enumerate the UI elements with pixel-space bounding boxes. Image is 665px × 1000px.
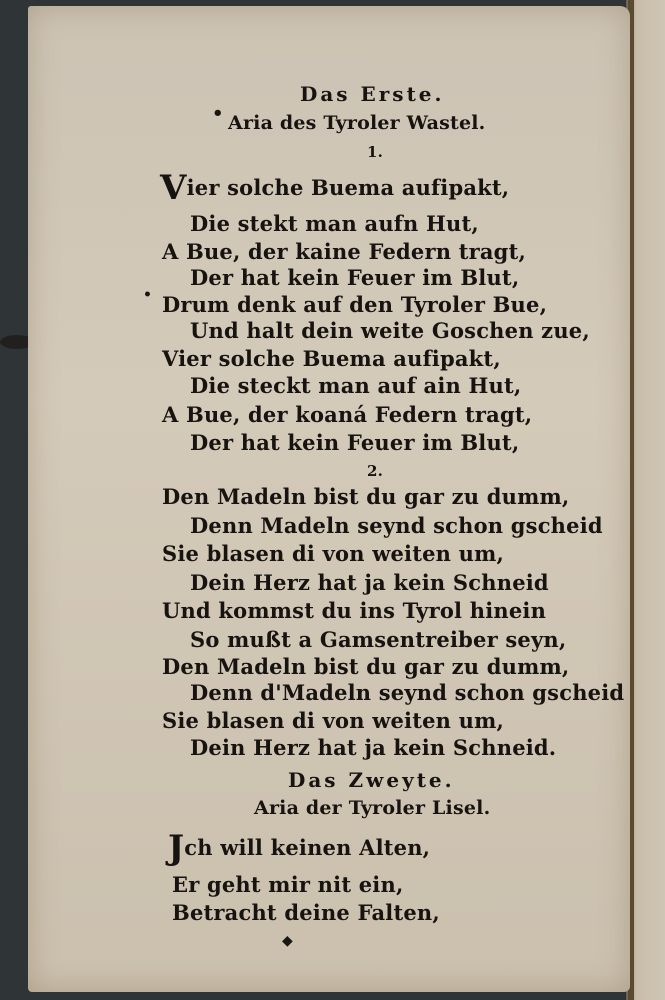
verse-line: Er geht mir nit ein,	[172, 872, 404, 897]
verse-line: Vier solche Buema aufipakt,	[160, 168, 510, 208]
verse-line: Der hat kein Feuer im Blut,	[190, 265, 520, 290]
stanza-number: 2.	[367, 462, 384, 480]
verse-line: So mußt a Gamsentreiber seyn,	[190, 627, 567, 652]
verse-line: Sie blasen di von weiten um,	[162, 708, 505, 733]
verse-line: A Bue, der kaine Federn tragt,	[162, 239, 526, 264]
ornament-dot-icon: •	[212, 103, 224, 124]
verse-line: Jch will keinen Alten,	[168, 828, 431, 868]
verse-line: A Bue, der koaná Federn tragt,	[162, 402, 533, 427]
verse-line: Drum denk auf den Tyroler Bue,	[162, 292, 548, 317]
verse-line: Dein Herz hat ja kein Schneid.	[190, 735, 557, 760]
verse-line: Den Madeln bist du gar zu dumm,	[162, 484, 570, 509]
ornament-dot-icon: ◆	[282, 933, 293, 949]
verse-line: Denn d'Madeln seynd schon gscheid	[190, 680, 625, 705]
verse-line: Dein Herz hat ja kein Schneid	[190, 570, 549, 595]
drop-capital: V	[160, 168, 187, 208]
verse-line: Sie blasen di von weiten um,	[162, 541, 505, 566]
first-aria-heading: Das Erste.	[300, 82, 445, 106]
drop-capital: J	[168, 828, 185, 868]
ornament-dot-icon: •	[143, 287, 152, 303]
stanza-number: 1.	[367, 143, 384, 161]
second-aria-heading: Das Zweyte.	[288, 768, 455, 792]
verse-line: Die stekt man aufn Hut,	[190, 211, 479, 236]
verse-line: Betracht deine Falten,	[172, 900, 440, 925]
verse-line: Und halt dein weite Goschen zue,	[190, 318, 590, 343]
verse-line: Der hat kein Feuer im Blut,	[190, 430, 520, 455]
verse-line: Den Madeln bist du gar zu dumm,	[162, 654, 570, 679]
second-aria-subheading: Aria der Tyroler Lisel.	[254, 797, 491, 819]
verse-line: Denn Madeln seynd schon gscheid	[190, 513, 603, 538]
verse-line: Die steckt man auf ain Hut,	[190, 373, 522, 398]
first-aria-subheading: Aria des Tyroler Wastel.	[228, 112, 486, 134]
verse-line: Und kommst du ins Tyrol hinein	[162, 598, 547, 623]
verse-line: Vier solche Buema aufipakt,	[162, 346, 501, 371]
